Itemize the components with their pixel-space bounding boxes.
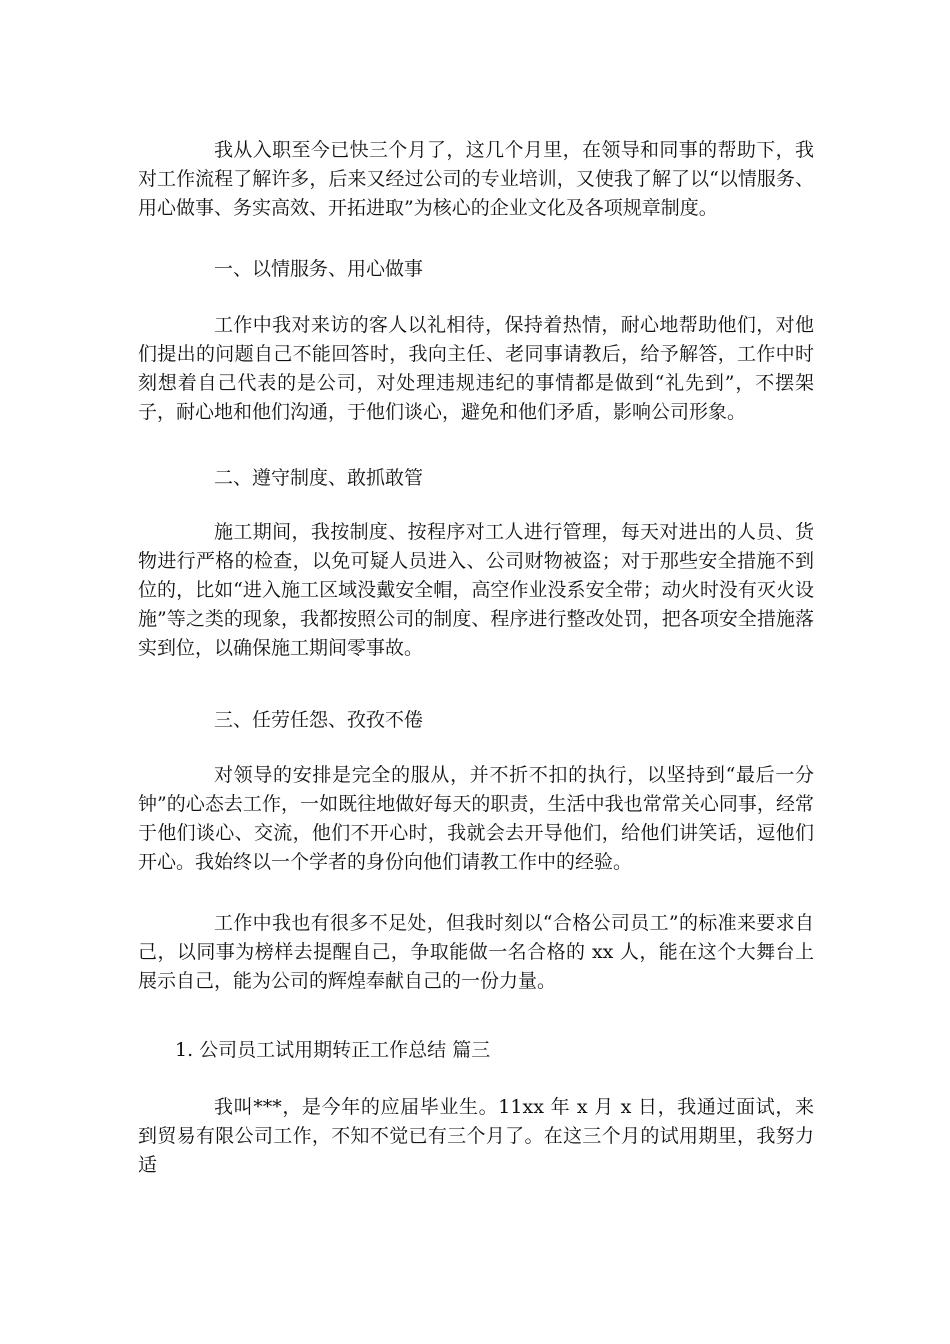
section-3-paragraph: 对领导的安排是完全的服从，并不折不扣的执行，以坚持到“最后一分钟”的心态去工作，一如既往地做好每天的职责，生活中我也常常关心同事，经常于他们谈心、交流，他们不开心时，我就会去开导他们，给他们讲笑话，逗他们开心。我始终以一个学者的身份向他们请教工作中的经验。 <box>138 764 814 873</box>
section-heading-1: 一、以情服务、用心做事 <box>214 258 424 280</box>
article-title: 1. 公司员工试用期转正工作总结 篇三 <box>175 1039 491 1061</box>
section-2-paragraph: 施工期间，我按制度、按程序对工人进行管理，每天对进出的人员、货物进行严格的检查，以免可疑人员进入、公司财物被盗；对于那些安全措施不到位的，比如“进入施工区域没戴安全帽，高空作业没系安全带；动火时没有灭火设施”等之类的现象，我都按照公司的制度、程序进行整改处罚，把各项安全措施落实到位，以确保施工期间零事故。 <box>138 521 814 659</box>
closing-paragraph: 工作中我也有很多不足处，但我时刻以“合格公司员工”的标准来要求自己，以同事为榜样去提醒自己，争取能做一名合格的 xx 人，能在这个大舞台上展示自己，能为公司的辉煌奉献自己的一份力量。 <box>138 912 814 992</box>
section-1-paragraph: 工作中我对来访的客人以礼相待，保持着热情，耐心地帮助他们，对他们提出的问题自己不能回答时，我向主任、老同事请教后，给予解答，工作中时刻想着自己代表的是公司，对处理违规违纪的事情都是做到“礼先到”，不摆架子，耐心地和他们沟通，于他们谈心，避免和他们矛盾，影响公司形象。 <box>138 314 814 423</box>
article-intro-paragraph: 我叫***，是今年的应届毕业生。11xx 年 x 月 x 日，我通过面试，来到贸易有限公司工作，不知不觉已有三个月了。在这三个月的试用期里，我努力适 <box>138 1096 814 1176</box>
intro-paragraph: 我从入职至今已快三个月了，这几个月里，在领导和同事的帮助下，我对工作流程了解许多，后来又经过公司的专业培训，又使我了解了以“以情服务、用心做事、务实高效、开拓进取”为核心的企业文化及各项规章制度。 <box>138 139 814 219</box>
section-heading-2: 二、遵守制度、敢抓敢管 <box>214 467 424 489</box>
section-heading-3: 三、任劳任怨、孜孜不倦 <box>214 709 424 731</box>
